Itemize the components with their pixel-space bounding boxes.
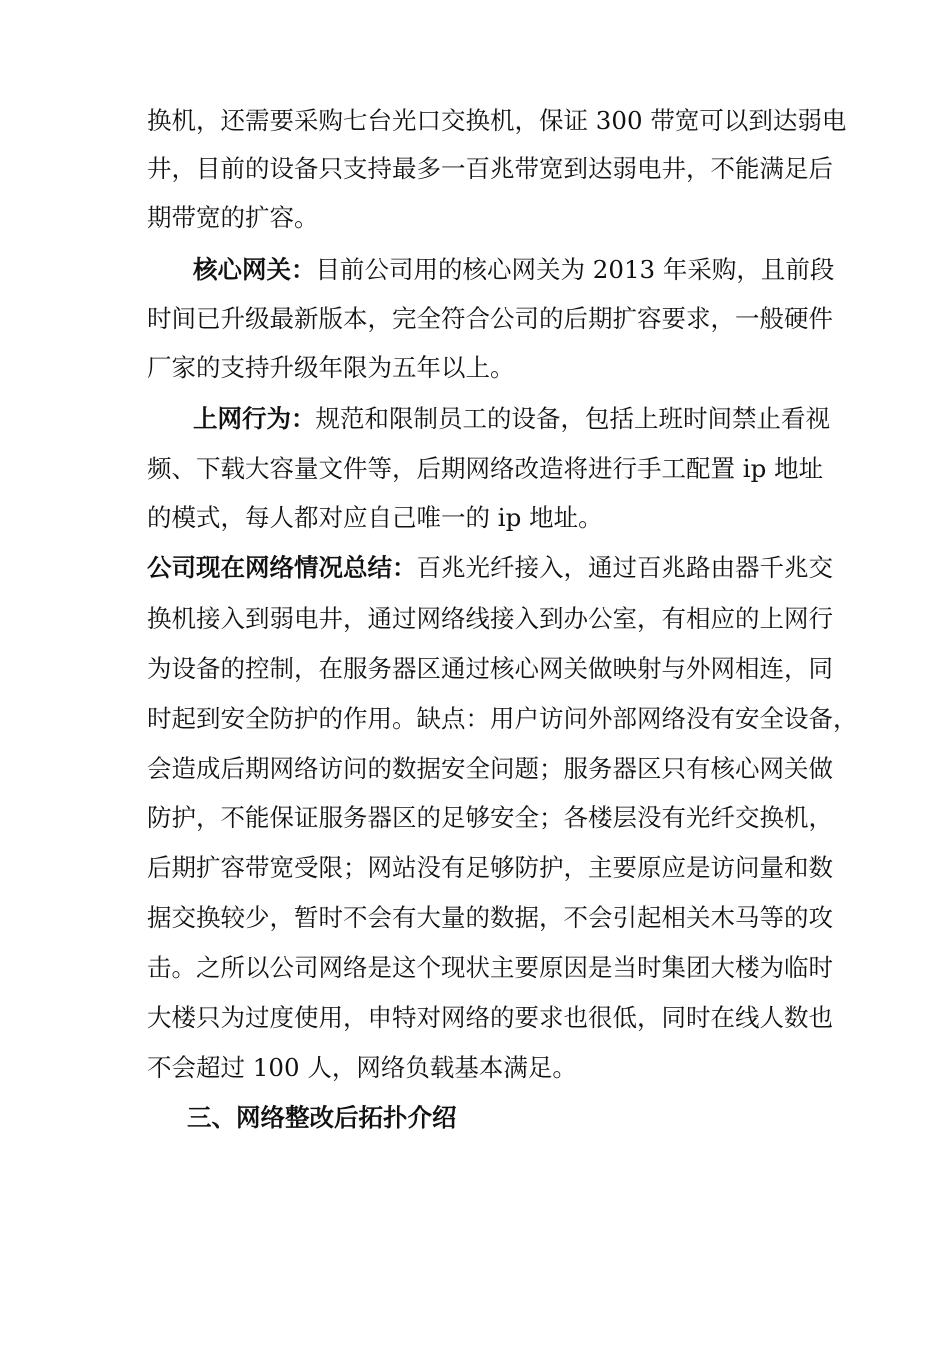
behavior-heading: 上网行为：: [193, 404, 316, 433]
body-line: 的模式，每人都对应自己唯一的 ip 地址。: [147, 503, 603, 532]
summary-heading: 公司现在网络情况总结：: [147, 553, 417, 582]
body-line: 期带宽的扩容。: [147, 203, 319, 232]
body-line: 换机，还需要采购七台光口交换机，保证 300 带宽可以到达弱电: [147, 106, 847, 135]
section-heading: 三、网络整改后拓扑介绍: [187, 1103, 457, 1132]
body-line: 厂家的支持升级年限为五年以上。: [147, 353, 515, 382]
body-line: 频、下载大容量文件等，后期网络改造将进行手工配置 ip 地址: [147, 454, 824, 483]
body-line: 后期扩容带宽受限；网站没有足够防护，主要原应是访问量和数: [147, 853, 833, 882]
body-text: 百兆光纤接入，通过百兆路由器千兆交: [416, 553, 833, 582]
body-line: 为设备的控制，在服务器区通过核心网关做映射与外网相连，同: [147, 654, 833, 683]
body-line: 据交换较少，暂时不会有大量的数据，不会引起相关木马等的攻: [147, 903, 833, 932]
body-line: 井，目前的设备只支持最多一百兆带宽到达弱电井，不能满足后: [147, 154, 833, 183]
body-line: 时间已升级最新版本，完全符合公司的后期扩容要求，一般硬件: [147, 304, 833, 333]
body-line: 会造成后期网络访问的数据安全问题；服务器区只有核心网关做: [147, 754, 833, 783]
paragraph-first-line: [0, 255, 950, 285]
paragraph-first-line: [0, 404, 950, 434]
gateway-heading: 核心网关：: [193, 255, 316, 284]
body-line: 大楼只为过度使用，申特对网络的要求也很低，同时在线人数也: [147, 1003, 833, 1032]
body-text: 目前公司用的核心网关为 2013 年采购，且前段: [315, 255, 835, 284]
paragraph-first-line: [0, 553, 950, 583]
body-line: 不会超过 100 人，网络负载基本满足。: [147, 1053, 577, 1082]
body-line: 换机接入到弱电井，通过网络线接入到办公室，有相应的上网行: [147, 604, 833, 633]
body-line: 时起到安全防护的作用。缺点：用户访问外部网络没有安全设备，: [147, 704, 858, 733]
body-line: 防护，不能保证服务器区的足够安全；各楼层没有光纤交换机，: [147, 803, 833, 832]
body-line: 击。之所以公司网络是这个现状主要原因是当时集团大楼为临时: [147, 953, 833, 982]
body-text: 规范和限制员工的设备，包括上班时间禁止看视: [315, 404, 830, 433]
